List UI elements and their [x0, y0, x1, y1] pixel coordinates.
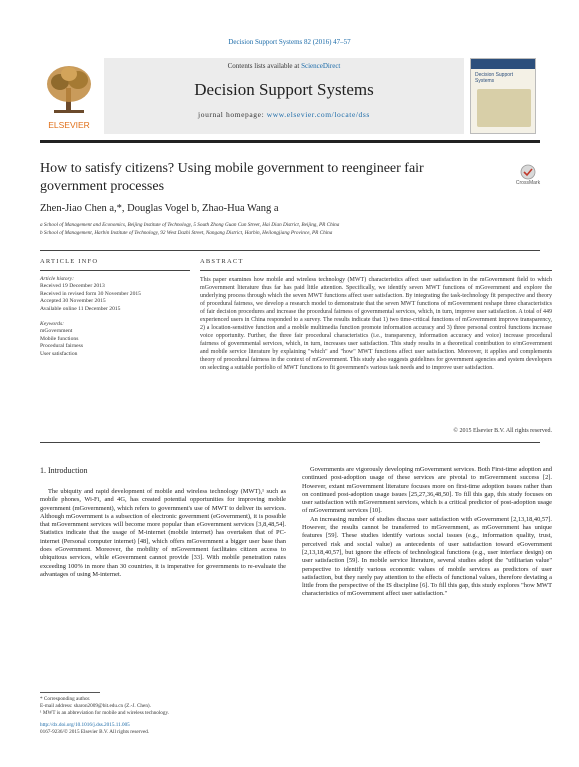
email-address[interactable]: E-mail address: sharon2009@bit.edu.cn (Z.-J. Chen).: [40, 702, 151, 709]
masthead-rule: [40, 140, 540, 143]
keyword: Mobile functions: [40, 335, 79, 342]
doi-link[interactable]: http://dx.doi.org/10.1016/j.dss.2015.11.005: [40, 722, 130, 729]
article-history: [40, 276, 190, 358]
crossmark-label: CrossMark: [515, 180, 541, 186]
elsevier-logo: [40, 58, 98, 134]
homepage-prefix: journal homepage:: [198, 110, 267, 119]
abstract-text: This paper examines how mobile and wireless technology (MWT) characteristics affect user satisfaction in the mGovernment field to which mGovernment literature thus far has paid little attention. Specifically, we identify seven MWT functions of mGovernment and explore the underlying process through which the seven MWT functions affect user satisfaction. By integrating the task-technology fit perspective and theory of procedural fairness, we develop a research model to demonstrate that the seven MWT functions of mGovernment reshape three characteristics of fair decision procedures and increase the procedural fairness of governmental services, which, in turn, improve user satisfaction. A total of 449 experienced users in China responded to a survey. The results indicate that 1) two time-critical functions of mGovernment improve transparency, 2) a location-sensitive function and a mobile multimedia function promote information accuracy and 3) three personal control functions increase voice opportunity. Further, the three fair procedural characteristics (i.e., transparency, information accuracy and voice) increase procedural fairness of governmental services, which, in turn, increases user satisfaction. This study results in a theoretical contribution to e/mGovernment and mobile service literature by explaining "which" and "how" MWT functions affect user satisfaction. Moreover, it applies and complements theory of procedural fairness in the context of mGovernment. This study also suggests guidelines for government agencies and system developers on selecting a suitable portfolio of MWT functions to fit government's various task needs and to improve user satisfaction.: [200, 277, 552, 371]
right-column: [302, 466, 552, 599]
affiliation-b: b School of Management, Harbin Institute of Technology, 92 West Dazhi Street, Nangang District, Harbin, Heilongjiang Province, PR China: [40, 230, 333, 236]
history-item: Received in revised form 30 November 2015: [40, 290, 141, 297]
abstract-heading: ABSTRACT: [200, 258, 244, 265]
divider: [40, 250, 540, 251]
history-label: Article history:: [40, 276, 75, 282]
article-info-rule: [40, 270, 190, 271]
footnote-rule: [40, 692, 100, 693]
body-paragraph: Governments are vigorously developing mGovernment services. Both First-time adoption and continued post-adoption usage of these services are pivotal to mGovernment success [2]. However, extant mGovernment literature focuses more on first-time adoption issues rather than on continued post-adoption usage issues [25,27,36,48,50]. To fill this gap, this study focuses on user satisfaction with mGovernment services, which is a critical predictor of post-adoption usage of mGovernment services [10].: [302, 466, 552, 515]
affiliation-a: a School of Management and Economics, Beijing Institute of Technology, 5 South Zhong Guan Cun Street, Hai Dian District, Beijing, PR China: [40, 222, 340, 228]
keyword: Procedural fairness: [40, 343, 84, 350]
history-item: Available online 11 December 2015: [40, 305, 121, 312]
contents-line: [104, 62, 464, 70]
journal-homepage: [104, 110, 464, 119]
mwt-footnote: ¹ MWT is an abbreviation for mobile and wireless technology.: [40, 709, 170, 716]
contents-prefix: Contents lists available at: [227, 62, 302, 70]
authors: Zhen-Jiao Chen a,*, Douglas Vogel b, Zhao-Hua Wang a: [40, 203, 279, 214]
keyword: User satisfaction: [40, 350, 78, 357]
journal-cover: [470, 58, 536, 134]
corresponding-author: * Corresponding author.: [40, 696, 91, 702]
keyword: mGovernment: [40, 328, 73, 335]
history-item: Accepted 30 November 2015: [40, 298, 106, 305]
abstract-rule: [200, 270, 552, 271]
crossmark-badge[interactable]: [508, 164, 548, 186]
cover-title: Decision Support Systems: [475, 72, 514, 84]
abstract-copyright: © 2015 Elsevier B.V. All rights reserved.: [453, 428, 552, 434]
section-heading: 1. Introduction: [40, 466, 88, 475]
issn-line: 0167-9236/© 2015 Elsevier B.V. All rights reserved.: [40, 729, 150, 736]
history-item: Received 19 December 2013: [40, 283, 105, 290]
left-column: [40, 488, 286, 579]
article-info-heading: ARTICLE INFO: [40, 258, 99, 265]
homepage-link[interactable]: www.elsevier.com/locate/dss: [266, 110, 370, 119]
sciencedirect-link[interactable]: ScienceDirect: [301, 62, 341, 70]
crossmark-icon: [520, 164, 536, 180]
publisher-name: ELSEVIER: [48, 120, 90, 130]
article-title: How to satisfy citizens? Using mobile government to reengineer fair government processes: [40, 161, 424, 194]
body-paragraph: An increasing number of studies discuss user satisfaction with eGovernment [2,13,18,40,57]. However, the results cannot be transferred to mGovernment, as mGovernment has unique features [59]. These studies identify various social issues (e.g., information quality, trust, perceived risk and social value) as antecedents of user satisfaction toward eGovernment [2,13,18,40,57], but ignore the effects of technological functions (e.g., user interface design) on user satisfaction [59]. In mobile service literature, several studies adopt the "utilitarian value" perspective to identify various economic values of mobile services as predictors of user satisfaction, but they rarely pay attention to the effects of functional values, therefore deviating a little from the perspective of the IS discipline [6]. To fill this gap, this study explores "how MWT characteristics of mGovernment affect user satisfaction.": [302, 515, 552, 598]
divider: [40, 442, 540, 443]
journal-title: Decision Support Systems: [194, 80, 374, 99]
journal-reference[interactable]: Decision Support Systems 82 (2016) 47–57: [228, 38, 351, 46]
body-paragraph: The ubiquity and rapid development of mobile and wireless technology (MWT),¹ such as mobile phones, Wi-Fi, and 4G, has created potential opportunities for improving mobile government (mGovernment), which refers to government's use of MWT to deliver its services. Although mGovernment is a subsection of electronic government (eGovernment), it is possible that mGovernment services will become more popular than eGovernment services [3,8,48,54]. Statistics indicate that the usage of M-internet (mobile internet) has overtaken that of PC-internet (Personal computer internet) [48], which offers mGovernment a bigger user base than does eGovernment. Moreover, the mobility of mGovernment facilitates citizen access to ubiquitous services, while eGovernment cannot provide [33]. With mobile penetration rates exceeding 100% in more than 30 countries, it is imperative for governments to re-evaluate the advantages of using M-internet.: [40, 488, 286, 578]
keywords-label: Keywords:: [40, 321, 65, 328]
footnotes: [40, 696, 286, 736]
